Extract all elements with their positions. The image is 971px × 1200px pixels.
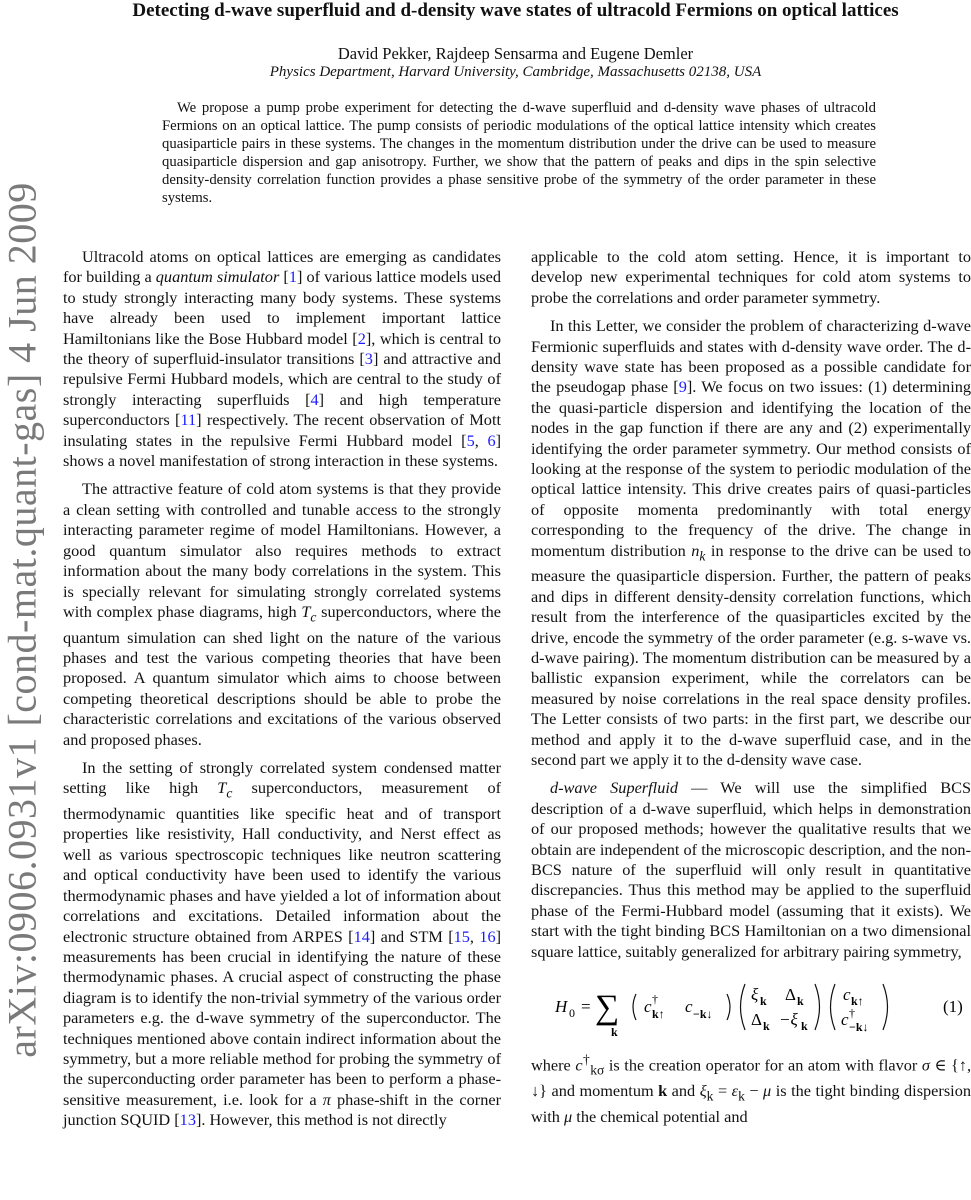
paper-title: Detecting d-wave superfluid and d-density wave states of ultracold Fermions on optical lattices [132,0,899,21]
citation-link[interactable]: 6 [487,430,496,450]
eq-col-c1: c [843,985,851,1005]
eq-row-c2: c [685,997,693,1017]
eq-m12-sub: k [797,994,804,1009]
paragraph: d-wave Superfluid — We will use the simplified BCS description of a d-wave superfluid, which helps in demonstration of our proposed methods; however the qualitative results that we obtain are independent of the microscopic description, and the non-BCS nature of the superfluid will only result in quantitative discrepancies. Thus this method may be applied to the superfluid phase of the Fermi-Hubbard model (assuming that it exists). We start with the tight binding BCS Hamiltonian on a two dimensional square lattice, suitably generalized for arbitrary pairing symmetry, [531,778,971,961]
paren-left-1 [633,994,636,1020]
equation-1 [531,970,971,1044]
authors: David Pekker, Rajdeep Sensarma and Eugene Demler [337,44,694,63]
eq-m11: ξ [751,985,759,1005]
eq-col-c2-sub: −k↓ [849,1020,869,1035]
paren-left-3 [831,984,836,1030]
eq-m22: −ξ [779,1010,798,1030]
affiliation: Physics Department, Harvard University, Cambridge, Massachusetts 02138, USA [269,64,762,80]
eq-equals: = [581,997,591,1017]
citation-link[interactable]: 4 [310,389,319,409]
eq-m21-sub: k [763,1019,770,1034]
paren-right-2 [815,984,820,1030]
citation-link[interactable]: 5 [466,430,475,450]
eq-m21: Δ [751,1010,762,1030]
paragraph: where $c^\dagger_{k\sigma}$ is the creation operator for an atom with flavor σ ∈ {↑, ↓} and momentum k and $\xi_k = \varepsilon_k - \mu$ is the tight binding dispersion with μ the chemical potential and [531,1052,971,1126]
eq-lhs-sub: 0 [569,1006,575,1021]
eq-sum: ∑ [595,989,620,1027]
paragraph: applicable to the cold atom setting. Hence, it is important to develop new experimental techniques for cold atom systems to probe the correlations and order parameter symmetry. [531,247,971,307]
paren-right-1 [727,994,730,1020]
eq-lhs: H [555,997,568,1017]
citation-link[interactable]: 13 [179,1110,196,1130]
eq-m12: Δ [785,985,796,1005]
citation-link[interactable]: 3 [364,349,373,369]
citation-link[interactable]: 2 [357,328,366,348]
eq-col-c1-sub: k↑ [851,994,864,1009]
paren-left-2 [741,984,746,1030]
citation-link[interactable]: 1 [288,267,297,287]
paren-right-3 [883,984,888,1030]
eq-row-c1-sup: † [652,992,658,1007]
eq-row-c1: c [644,997,652,1017]
eq-row-c2-sub: −k↓ [693,1007,713,1022]
citation-link[interactable]: 16 [479,926,496,946]
eq-col-c2-sup: † [849,1006,855,1021]
eq-sum-sub: k [611,1025,618,1040]
paragraph: The attractive feature of cold atom systems is that they provide a clean setting with controlled and tunable access to the strongly interacting parameter regime of model Hamiltonians. However, a good quantum simulator also requires methods to extract information about the many body correlations in the system. This is specially relevant for simulating strongly correlated systems with complex phase diagrams, high $T_c$ superconductors, where the quantum simulation can shed light on the nature of the various phases and test the various competing theories that have been proposed. A quantum simulator which aims to choose between competing theoretical descriptions should be able to probe the characteristic correlations and excitations of the various observed and proposed phases. [63,479,501,749]
eq-number: (1) [943,997,963,1017]
arxiv-stamp [0,182,45,1058]
citation-link[interactable]: 9 [678,377,687,397]
left-column [63,247,501,1139]
citation-link[interactable]: 15 [453,926,470,946]
paragraph: Ultracold atoms on optical lattices are emerging as candidates for building a quantum simulator [1] of various lattice models used to study strongly interacting many body systems. These systems have already been used to implement important lattice Hamiltonians like the Bose Hubbard model [2], which is central to the theory of superfluid-insulator transitions [3] and attractive and repulsive Fermi Hubbard models, which are central to the study of strongly interacting superfluids [4] and high temperature superconductors [11] respectively. The recent observation of Mott insulating states in the repulsive Fermi Hubbard model [5, 6] shows a novel manifestation of strong interaction in these systems. [63,247,502,471]
eq-m11-sub: k [760,994,767,1009]
eq-m22-sub: k [801,1019,808,1034]
paragraph: In this Letter, we consider the problem of characterizing d-wave Fermionic superfluids and states with d-density wave order. The d-density wave state has been proposed as a possible candidate for the pseudogap phase [9]. We focus on two issues: (1) determining the quasi-particle dispersion and identifying the location of the nodes in the gap function if there are any and (2) experimentally identifying the order parameter symmetry. Our method consists of looking at the response of the system to periodic modulation of the optical lattice intensity. This drive creates pairs of quasi-particles of opposite momenta predominantly with total energy corresponding to the frequency of the drive. The change in momentum distribution $n_k$ in response to the drive can be used to measure the quasiparticle dispersion. Further, the pattern of peaks and dips in different density-density correlation functions, which result from the interference of the quasiparticles excited by the drive, encode the symmetry of the order parameter (e.g. s-wave vs. d-wave pairing). The momentum distribution can be measured by a ballistic expansion experiment, while the correlators can be measured by noise correlations in the real space density profiles. The Letter consists of two parts: in the first part, we describe our method and apply it to the d-wave superfluid case, and in the second part we apply it to the d-density wave case. [531,316,971,769]
eq-row-c1-sub: k↑ [652,1007,665,1022]
eq-col-c2: c [841,1010,849,1030]
equation-svg [531,970,971,1044]
right-column [531,247,971,1135]
abstract: We propose a pump probe experiment for detecting the d-wave superfluid and d-density wave phases of ultracold Fermions on an optical lattice. The pump consists of periodic modulations of the optical lattice intensity which creates quasiparticle pairs in these systems. The changes in the momentum distribution under the drive can be used to measure quasiparticle dispersion and gap anisotropy. Further, we show that the pattern of peaks and dips in the spin selective density-density correlation function provides a phase sensitive probe of the symmetry of the order parameter in these systems. [162,100,876,206]
arxiv-stamp-text: arXiv:0906.0931v1 [cond-mat.quant-gas] 4 Jun 2009 [0,182,45,1058]
citation-link[interactable]: 11 [180,410,197,430]
citation-link[interactable]: 14 [353,926,370,946]
paragraph: In the setting of strongly correlated system condensed matter setting like high $T_c$ superconductors, measurement of thermodynamic quantities like specific heat and of transport properties like resistivity, Hall conductivity, and Nerst effect as well as various spectroscopic techniques like neutron scattering and optical conductivity have been used to identify the various thermodynamic phases and have yielded a lot of information about correlations and excitations. Detailed information about the electronic structure obtained from ARPES [14] and STM [15, 16] measurements has been crucial in identifying the nature of these thermodynamic phases. A crucial aspect of constructing the phase diagram is to identify the non-trivial symmetry of the various order parameters e.g. the d-wave symmetry of the superconductor. The techniques mentioned above contain indirect information about the symmetry, but a more reliable method for probing the symmetry of the superconducting order parameter has been to perform a phase-sensitive measurement, i.e. look for a π phase-shift in the corner junction SQUID [13]. However, this method is not directly [63,758,502,1130]
